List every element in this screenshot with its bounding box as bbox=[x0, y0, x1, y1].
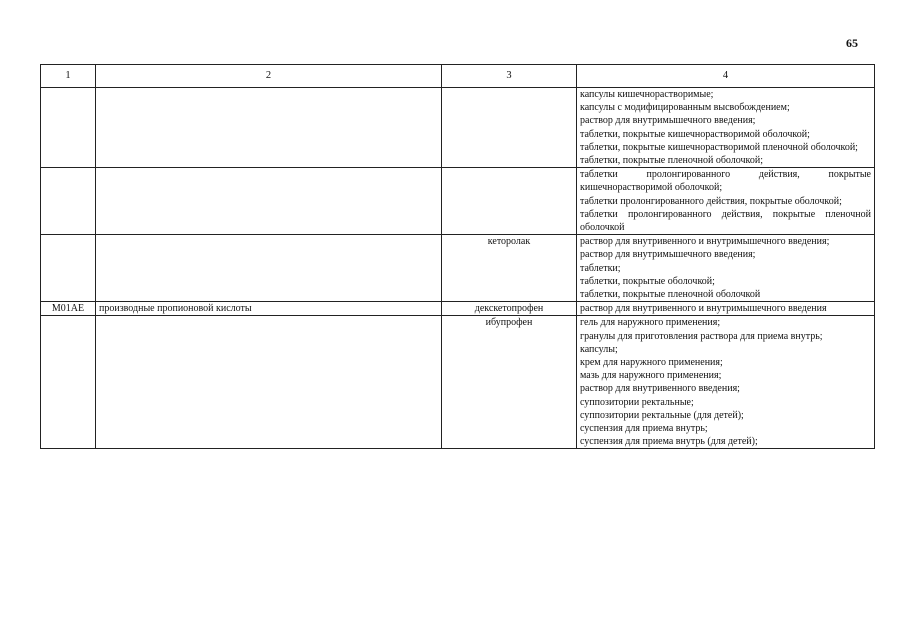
dosage-form-item: таблетки пролонгированного действия, покрытые пленочной оболочкой bbox=[580, 208, 871, 234]
drug-name-cell bbox=[442, 88, 577, 168]
header-cell-1: 1 bbox=[41, 65, 96, 88]
group-name-cell bbox=[96, 316, 442, 449]
header-row bbox=[41, 65, 875, 88]
header-cell-3: 3 bbox=[442, 65, 577, 88]
table-body bbox=[41, 88, 875, 449]
atc-code-cell bbox=[41, 88, 96, 168]
dosage-form-item: гель для наружного применения; bbox=[580, 317, 721, 329]
dosage-form-item: таблетки, покрытые пленочной оболочкой; bbox=[580, 155, 764, 167]
header-cell-2: 2 bbox=[96, 65, 442, 88]
dosage-form-item: раствор для внутримышечного введения; bbox=[580, 115, 756, 127]
dosage-form-item: таблетки, покрытые пленочной оболочкой bbox=[580, 289, 761, 301]
dosage-form-item: капсулы с модифицированным высвобождением; bbox=[580, 102, 790, 114]
dosage-form-item: гранулы для приготовления раствора для приема внутрь; bbox=[580, 330, 823, 342]
drug-name-cell: кеторолак bbox=[442, 235, 577, 302]
dosage-form-item: капсулы; bbox=[580, 343, 618, 355]
dosage-forms-cell bbox=[577, 88, 875, 168]
dosage-form-item: суппозитории ректальные; bbox=[580, 396, 694, 408]
dosage-forms-cell bbox=[577, 168, 875, 235]
table-row bbox=[41, 302, 875, 316]
dosage-form-item: раствор для внутримышечного введения; bbox=[580, 249, 756, 261]
dosage-form-item: мазь для наружного применения; bbox=[580, 370, 722, 382]
dosage-form-item: таблетки, покрытые кишечнорастворимой оболочкой; bbox=[580, 128, 810, 140]
atc-code-cell bbox=[41, 235, 96, 302]
dosage-form-item: раствор для внутривенного и внутримышечного введения; bbox=[580, 236, 830, 248]
drug-name-cell: декскетопрофен bbox=[442, 302, 577, 316]
table-row bbox=[41, 235, 875, 302]
dosage-form-item: таблетки пролонгированного действия, покрытые кишечнорастворимой оболочкой; bbox=[580, 169, 871, 194]
group-name-cell bbox=[96, 235, 442, 302]
dosage-form-item: суспензия для приема внутрь; bbox=[580, 423, 708, 435]
dosage-form-item: таблетки; bbox=[580, 262, 621, 274]
dosage-form-item: суппозитории ректальные (для детей); bbox=[580, 409, 744, 421]
dosage-forms-cell bbox=[577, 316, 875, 449]
dosage-form-item: таблетки, покрытые кишечнорастворимой пленочной оболочкой; bbox=[580, 141, 858, 153]
group-name-cell bbox=[96, 88, 442, 168]
table-row bbox=[41, 88, 875, 168]
group-name-cell: производные пропионовой кислоты bbox=[96, 302, 442, 316]
drug-name-cell bbox=[442, 168, 577, 235]
medication-table bbox=[40, 64, 875, 449]
dosage-form-item: крем для наружного применения; bbox=[580, 357, 723, 369]
dosage-form-item: раствор для внутривенного введения; bbox=[580, 383, 740, 395]
drug-name-cell: ибупрофен bbox=[442, 316, 577, 449]
dosage-form-item: таблетки пролонгированного действия, покрытые оболочкой; bbox=[580, 195, 842, 207]
dosage-form-item: суспензия для приема внутрь (для детей); bbox=[580, 436, 758, 448]
header-cell-4: 4 bbox=[577, 65, 875, 88]
dosage-forms-cell bbox=[577, 235, 875, 302]
group-name-cell bbox=[96, 168, 442, 235]
atc-code-cell: M01AE bbox=[41, 302, 96, 316]
atc-code-cell bbox=[41, 316, 96, 449]
atc-code-cell bbox=[41, 168, 96, 235]
table-row bbox=[41, 168, 875, 235]
page-number: 65 bbox=[846, 36, 858, 50]
dosage-form-item: таблетки, покрытые оболочкой; bbox=[580, 275, 715, 287]
dosage-forms-cell bbox=[577, 302, 875, 316]
dosage-form-item: раствор для внутривенного и внутримышечного введения bbox=[580, 303, 827, 315]
dosage-form-item: капсулы кишечнорастворимые; bbox=[580, 89, 714, 100]
table-row bbox=[41, 316, 875, 449]
